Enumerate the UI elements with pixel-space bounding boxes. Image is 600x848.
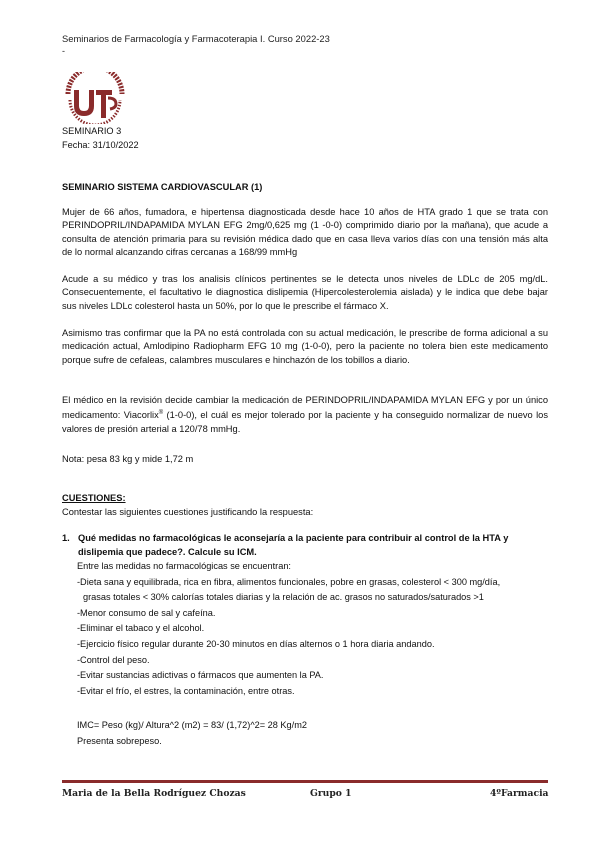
- question-number: 1.: [62, 533, 70, 543]
- case-paragraph-1: Mujer de 66 años, fumadora, e hipertensa diagnosticada desde hace 10 años de HTA grado 1 que se trata con PERINDOPRIL/INDAPAMIDA MYLAN EFG 2mg/0,625 mg (1 -0-0) comprimido diario por la mañana), que acude a consulta de atención primaria para su revisión médica dado que en casa lleva varios días con una tensión más alta de lo normal alcanzando cifras cercanas a 168/99 mmHg: [62, 207, 548, 258]
- footer-group: Grupo 1: [310, 788, 352, 799]
- answer-line: -Evitar sustancias adictivas o fármacos que aumenten la PA.: [77, 670, 324, 681]
- imc-conclusion: Presenta sobrepeso.: [77, 736, 162, 746]
- answer-line: -Evitar el frío, el estres, la contaminación, entre otras.: [77, 685, 295, 696]
- answer-line: -Ejercicio físico regular durante 20-30 minutos en días alternos o 1 hora diaria andando.: [77, 638, 435, 649]
- answer-line: -Menor consumo de sal y cafeína.: [77, 607, 216, 618]
- footer-rule: [62, 780, 548, 783]
- university-logo: [60, 72, 130, 124]
- patient-note: Nota: pesa 83 kg y mide 1,72 m: [62, 454, 194, 464]
- imc-block: [77, 717, 547, 749]
- questions-heading: CUESTIONES:: [62, 493, 126, 503]
- answer-line: Entre las medidas no farmacológicas se encuentran:: [77, 561, 291, 571]
- case-paragraph-2: Acude a su médico y tras los analisis clínicos pertinentes se le detecta unos niveles de LDLc de 205 mg/dL. Consecuentemente, el facultativo le diagnostica dislipemia (Hipercolesterolemia aislada) y le indica que debe bajar sus niveles LDLc colesterol hasta un 50%, por lo que le prescribe el fármaco X.: [62, 274, 548, 311]
- university-seal-icon: [60, 72, 130, 124]
- imc-formula: IMC= Peso (kg)/ Altura^2 (m2) = 83/ (1,72)^2= 28 Kg/m2: [77, 720, 307, 730]
- seminar-title: SEMINARIO SISTEMA CARDIOVASCULAR (1): [62, 182, 263, 192]
- seminar-number: SEMINARIO 3: [62, 126, 122, 136]
- seminar-date: Fecha: 31/10/2022: [62, 140, 139, 150]
- answer-line: -Dieta sana y equilibrada, rica en fibra, alimentos funcionales, pobre en grasas, colesterol < 300 mg/día,: [77, 576, 501, 587]
- case-paragraph-4: [62, 394, 548, 436]
- case-paragraph-3: Asimismo tras confirmar que la PA no está controlada con su actual medicación, le prescribe de forma adicional a su medicación actual, Amlodipino Radiopharm EFG 10 mg (1-0-0), pero la paciente no tolera bien este medicamento porque sufre de cefaleas, calambres musculares e hinchazón de los tobillos a diario.: [62, 328, 548, 365]
- paragraph-4-part-a: El médico en la revisión decide cambiar la medicación de PERINDOPRIL/INDAPAMIDA MYLAN EFG y por un único medicamento: Viacorlix: [62, 395, 548, 421]
- footer-author: Maria de la Bella Rodríguez Chozas: [62, 788, 246, 799]
- questions-intro: Contestar las siguientes cuestiones justificando la respuesta:: [62, 507, 314, 517]
- answer-list: [77, 559, 547, 699]
- answer-line: -Control del peso.: [77, 654, 150, 665]
- answer-line: -Eliminar el tabaco y el alcohol.: [77, 623, 205, 634]
- header-dash: -: [62, 46, 65, 56]
- registered-mark: ®: [158, 410, 164, 417]
- running-header: Seminarios de Farmacología y Farmacoterapia I. Curso 2022-23: [62, 33, 330, 44]
- paragraph-4-part-b: (1-0-0), el cuál es mejor tolerado por la paciente y ha conseguido normalizar de nuevo los valores de presión arterial a 120/78 mmHg.: [62, 410, 548, 434]
- answer-line: grasas totales < 30% calorías totales diarias y la relación de ac. grasos no saturados/saturados >1: [83, 592, 484, 603]
- question-1: [62, 532, 548, 559]
- footer-course: 4ºFarmacia: [490, 788, 549, 799]
- question-text: Qué medidas no farmacológicas le aconsejaría a la paciente para contribuir al control de la HTA y dislipemia que padece?. Calcule su ICM.: [78, 533, 509, 557]
